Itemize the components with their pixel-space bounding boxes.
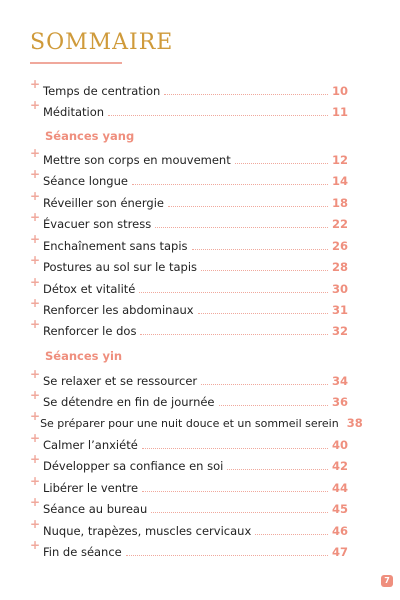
- plus-icon: +: [30, 189, 41, 203]
- toc-entry[interactable]: [30, 517, 348, 538]
- toc-entry-page: 42: [331, 459, 348, 473]
- toc-entry-page: 26: [331, 239, 348, 253]
- dot-leader: [219, 404, 328, 406]
- dot-leader: [142, 490, 328, 492]
- dot-leader: [164, 93, 328, 95]
- plus-icon: +: [30, 317, 41, 331]
- toc-entry-page: 11: [331, 105, 348, 119]
- dot-leader: [108, 114, 328, 116]
- toc-entry[interactable]: [30, 275, 348, 296]
- toc-entry-label: Se détendre en fin de journée: [43, 395, 215, 409]
- toc-entry[interactable]: [30, 452, 348, 473]
- toc-entry-page: 28: [331, 260, 348, 274]
- toc-entry-label: Renforcer les abdominaux: [43, 303, 194, 317]
- toc-entry[interactable]: [30, 317, 348, 338]
- plus-icon: +: [30, 232, 41, 246]
- toc-entry[interactable]: [30, 495, 348, 516]
- toc-entry-label: Se relaxer et se ressourcer: [43, 374, 198, 388]
- dot-leader: [168, 205, 328, 207]
- toc-entry-label: Postures au sol sur le tapis: [43, 260, 198, 274]
- toc-entry-label: Se préparer pour une nuit douce et un sommeil serein: [40, 417, 339, 430]
- toc-entry-page: 14: [331, 174, 348, 188]
- toc-entry[interactable]: [30, 189, 348, 210]
- toc-entry-label: Temps de centration: [43, 84, 161, 98]
- plus-icon: +: [30, 275, 41, 289]
- dot-leader: [140, 333, 328, 335]
- toc-entry[interactable]: [30, 474, 348, 495]
- toc-entry-page: 31: [331, 303, 348, 317]
- toc-entry-label: Détox et vitalité: [43, 282, 136, 296]
- plus-icon: +: [30, 474, 41, 488]
- toc-entry-page: 36: [331, 395, 348, 409]
- toc-entry-label: Méditation: [43, 105, 105, 119]
- dot-leader: [155, 226, 328, 228]
- toc-entry[interactable]: [30, 296, 348, 317]
- dot-leader: [255, 533, 328, 535]
- toc-entry[interactable]: [30, 538, 348, 559]
- plus-icon: +: [30, 409, 41, 423]
- dot-leader: [142, 447, 328, 449]
- toc-entry[interactable]: [30, 431, 348, 452]
- plus-icon: +: [30, 431, 41, 445]
- dot-leader: [201, 269, 328, 271]
- dot-leader: [235, 162, 328, 164]
- toc-entry-page: 47: [331, 545, 348, 559]
- toc-entry[interactable]: [30, 388, 348, 409]
- plus-icon: +: [30, 517, 41, 531]
- toc-entry-label: Évacuer son stress: [43, 217, 152, 231]
- page-number-badge: 7: [381, 575, 393, 587]
- toc-entry-page: 34: [331, 374, 348, 388]
- toc-entry-page: 22: [331, 217, 348, 231]
- dot-leader: [126, 554, 328, 556]
- plus-icon: +: [30, 253, 41, 267]
- toc-entry-page: 44: [331, 481, 348, 495]
- toc-entry-label: Calmer l’anxiété: [43, 438, 138, 452]
- toc-entry-label: Fin de séance: [43, 545, 122, 559]
- toc-entry-label: Nuque, trapèzes, muscles cervicaux: [43, 524, 252, 538]
- plus-icon: +: [30, 167, 41, 181]
- plus-icon: +: [30, 146, 41, 160]
- toc-entry-label: Renforcer le dos: [43, 324, 137, 338]
- title-underline: [30, 62, 122, 64]
- toc-entry[interactable]: [30, 77, 348, 98]
- toc-entry-label: Développer sa confiance en soi: [43, 459, 224, 473]
- toc-entry-page: 32: [331, 324, 348, 338]
- toc-entry-label: Libérer le ventre: [43, 481, 139, 495]
- dot-leader: [192, 248, 328, 250]
- dot-leader: [227, 468, 328, 470]
- plus-icon: +: [30, 296, 41, 310]
- toc-entry[interactable]: [30, 98, 348, 119]
- toc-entry-page: 10: [331, 84, 348, 98]
- plus-icon: +: [30, 538, 41, 552]
- toc-entry-page: 18: [331, 196, 348, 210]
- plus-icon: +: [30, 388, 41, 402]
- toc-entry-label: Enchaînement sans tapis: [43, 239, 188, 253]
- plus-icon: +: [30, 367, 41, 381]
- plus-icon: +: [30, 98, 41, 112]
- toc-entry[interactable]: [30, 253, 348, 274]
- toc-entry-page: 12: [331, 153, 348, 167]
- plus-icon: +: [30, 210, 41, 224]
- toc-entry-page: 40: [331, 438, 348, 452]
- dot-leader: [198, 312, 328, 314]
- dot-leader: [201, 383, 328, 385]
- dot-leader: [132, 183, 328, 185]
- toc-entry-page: 46: [331, 524, 348, 538]
- toc-entry[interactable]: [30, 210, 348, 231]
- toc-entry-page: 45: [331, 502, 348, 516]
- dot-leader: [139, 291, 328, 293]
- toc-entry[interactable]: [30, 409, 363, 430]
- toc-entry-label: Séance longue: [43, 174, 128, 188]
- toc-entry[interactable]: [30, 146, 348, 167]
- toc-entry[interactable]: [30, 367, 348, 388]
- toc-entry[interactable]: [30, 167, 348, 188]
- toc-entry-page: 38: [346, 416, 363, 430]
- toc-entry-label: Réveiller son énergie: [43, 196, 164, 210]
- page-title: SOMMAIRE: [30, 30, 174, 55]
- section-heading-yin: Séances yin: [45, 349, 123, 363]
- plus-icon: +: [30, 495, 41, 509]
- toc-entry-page: 30: [331, 282, 348, 296]
- dot-leader: [151, 511, 328, 513]
- section-heading-yang: Séances yang: [45, 129, 135, 143]
- toc-entry-label: Mettre son corps en mouvement: [43, 153, 231, 167]
- toc-entry-label: Séance au bureau: [43, 502, 148, 516]
- plus-icon: +: [30, 452, 41, 466]
- plus-icon: +: [30, 77, 41, 91]
- toc-entry[interactable]: [30, 232, 348, 253]
